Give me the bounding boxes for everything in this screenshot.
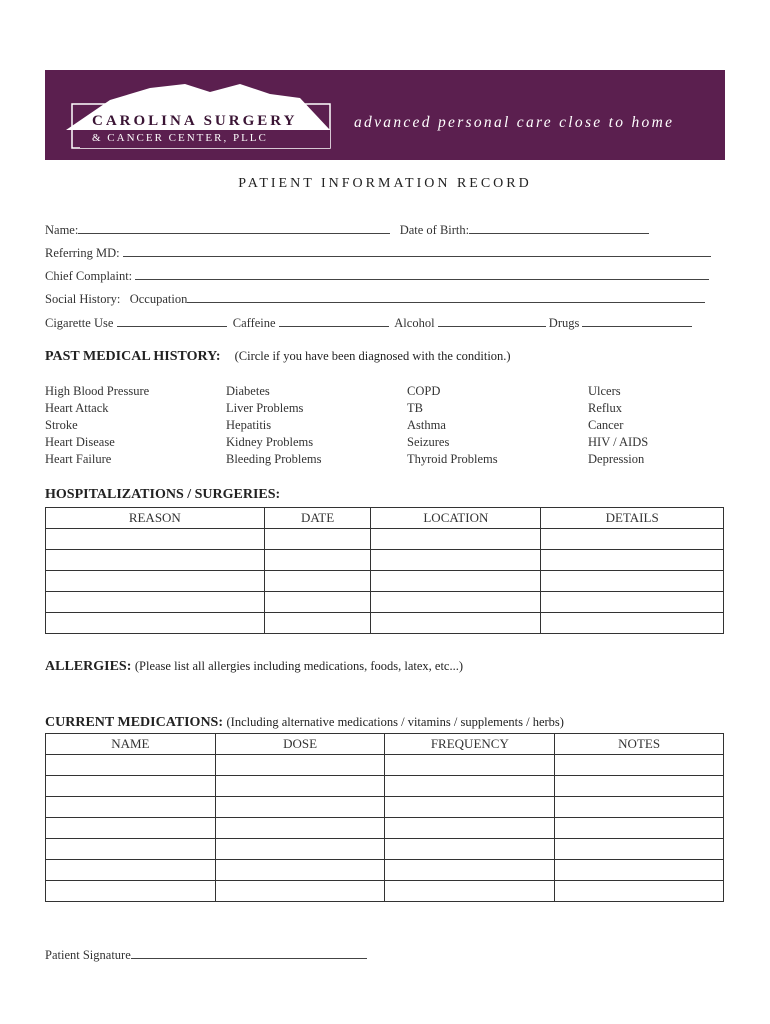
table-cell[interactable] [371, 529, 541, 550]
alcohol-field[interactable] [438, 315, 546, 327]
hospitalizations-table [45, 507, 724, 634]
table-cell[interactable] [46, 881, 216, 902]
table-cell[interactable] [46, 776, 216, 797]
table-header-row [46, 508, 724, 529]
table-header-row [46, 734, 724, 755]
conditions-column-1 [45, 383, 149, 468]
social-history-label: Social History: [45, 292, 121, 306]
table-cell[interactable] [385, 755, 555, 776]
table-cell[interactable] [46, 860, 216, 881]
table-row [46, 529, 724, 550]
condition-item[interactable]: Stroke [45, 418, 78, 432]
tagline: advanced personal care close to home [354, 114, 675, 131]
name-field[interactable] [78, 222, 390, 234]
medications-note: (Including alternative medications / vitamins / supplements / herbs) [226, 715, 564, 729]
table-cell[interactable] [264, 550, 371, 571]
table-cell[interactable] [385, 881, 555, 902]
table-cell[interactable] [541, 550, 724, 571]
chief-complaint-field[interactable] [135, 268, 709, 280]
table-cell[interactable] [555, 755, 724, 776]
table-cell[interactable] [385, 860, 555, 881]
cigarette-label: Cigarette Use [45, 316, 114, 330]
table-cell[interactable] [46, 755, 216, 776]
condition-item[interactable]: Ulcers [588, 384, 621, 398]
table-cell[interactable] [46, 592, 265, 613]
logo-name: CAROLINA SURGERY [92, 113, 298, 129]
table-row [46, 818, 724, 839]
conditions-column-3 [407, 383, 498, 468]
form-title: PATIENT INFORMATION RECORD [238, 176, 532, 191]
condition-item[interactable]: Reflux [588, 401, 623, 415]
table-cell[interactable] [555, 881, 724, 902]
table-cell[interactable] [215, 860, 385, 881]
logo-mountain-icon [0, 0, 770, 170]
name-label: Name: [45, 223, 79, 237]
table-row [46, 550, 724, 571]
medications-heading [45, 715, 564, 731]
referring-md-label: Referring MD: [45, 246, 120, 260]
column-header: FREQUENCY [385, 734, 555, 755]
name-row [45, 222, 649, 238]
hospitalizations-heading: HOSPITALIZATIONS / SURGERIES: [45, 487, 281, 502]
conditions-column-2 [226, 383, 321, 468]
past-medical-note: (Circle if you have been diagnosed with the condition.) [234, 349, 511, 363]
column-header: NAME [46, 734, 216, 755]
table-cell[interactable] [385, 797, 555, 818]
table-row [46, 755, 724, 776]
past-medical-title: PAST MEDICAL HISTORY: [45, 349, 221, 364]
table-row [46, 881, 724, 902]
table-cell[interactable] [555, 797, 724, 818]
table-cell[interactable] [385, 818, 555, 839]
table-row [46, 776, 724, 797]
condition-item[interactable]: Heart Disease [45, 435, 115, 449]
occupation-field[interactable] [187, 291, 705, 303]
table-row [46, 839, 724, 860]
table-cell[interactable] [541, 529, 724, 550]
condition-item[interactable]: Hepatitis [226, 418, 272, 432]
table-cell[interactable] [46, 839, 216, 860]
table-row [46, 797, 724, 818]
table-cell[interactable] [371, 571, 541, 592]
caffeine-label: Caffeine [232, 316, 276, 330]
signature-label: Patient Signature [45, 948, 131, 962]
table-cell[interactable] [555, 860, 724, 881]
signature-row [45, 947, 367, 963]
allergies-title: ALLERGIES: [45, 659, 132, 674]
allergies-heading [45, 659, 463, 675]
table-cell[interactable] [371, 550, 541, 571]
cigarette-field[interactable] [117, 315, 227, 327]
medications-title: CURRENT MEDICATIONS: [45, 715, 224, 730]
table-row [46, 571, 724, 592]
condition-item[interactable]: Depression [588, 452, 645, 466]
table-row [46, 592, 724, 613]
table-cell[interactable] [215, 755, 385, 776]
occupation-label: Occupation [129, 292, 188, 306]
table-cell[interactable] [264, 529, 371, 550]
column-header: DOSE [215, 734, 385, 755]
table-cell[interactable] [215, 797, 385, 818]
referring-row [45, 245, 711, 261]
past-medical-heading [45, 349, 511, 365]
table-cell[interactable] [541, 592, 724, 613]
table-cell[interactable] [215, 839, 385, 860]
condition-item[interactable]: High Blood Pressure [45, 384, 150, 398]
table-cell[interactable] [555, 839, 724, 860]
medications-table [45, 733, 724, 902]
table-cell[interactable] [371, 613, 541, 634]
condition-item[interactable]: Thyroid Problems [407, 452, 498, 466]
table-cell[interactable] [215, 818, 385, 839]
table-row [46, 860, 724, 881]
table-cell[interactable] [541, 613, 724, 634]
condition-item[interactable]: Asthma [407, 418, 446, 432]
social-row [45, 291, 705, 307]
table-cell[interactable] [46, 529, 265, 550]
table-cell[interactable] [215, 881, 385, 902]
referring-md-field[interactable] [123, 245, 711, 257]
condition-item[interactable]: Heart Attack [45, 401, 109, 415]
table-row [46, 613, 724, 634]
drugs-field[interactable] [582, 315, 692, 327]
condition-item[interactable]: HIV / AIDS [588, 435, 649, 449]
table-cell[interactable] [541, 571, 724, 592]
column-header: DATE [264, 508, 371, 529]
caffeine-field[interactable] [279, 315, 389, 327]
alcohol-label: Alcohol [394, 316, 435, 330]
table-cell[interactable] [555, 818, 724, 839]
condition-item[interactable]: Diabetes [226, 384, 270, 398]
table-cell[interactable] [215, 776, 385, 797]
habits-row [45, 315, 692, 331]
table-cell[interactable] [46, 571, 265, 592]
condition-item[interactable]: Bleeding Problems [226, 452, 322, 466]
condition-item[interactable]: Seizures [407, 435, 450, 449]
condition-item[interactable]: Heart Failure [45, 452, 112, 466]
table-cell[interactable] [371, 592, 541, 613]
chief-complaint-label: Chief Complaint: [45, 269, 133, 283]
allergies-note: (Please list all allergies including medications, foods, latex, etc...) [134, 659, 464, 673]
dob-field[interactable] [469, 222, 649, 234]
table-cell[interactable] [264, 571, 371, 592]
logo-subname: & CANCER CENTER, PLLC [92, 132, 268, 144]
column-header: REASON [46, 508, 265, 529]
table-cell[interactable] [385, 776, 555, 797]
dob-label: Date of Birth: [399, 223, 470, 237]
column-header: LOCATION [371, 508, 541, 529]
complaint-row [45, 268, 709, 284]
table-cell[interactable] [264, 592, 371, 613]
condition-item[interactable]: TB [407, 401, 423, 415]
condition-item[interactable]: Kidney Problems [226, 435, 314, 449]
table-cell[interactable] [555, 776, 724, 797]
table-cell[interactable] [46, 797, 216, 818]
column-header: NOTES [555, 734, 724, 755]
table-cell[interactable] [46, 613, 265, 634]
drugs-label: Drugs [548, 316, 580, 330]
condition-item[interactable]: Cancer [588, 418, 624, 432]
table-cell[interactable] [264, 613, 371, 634]
table-cell[interactable] [46, 818, 216, 839]
table-cell[interactable] [385, 839, 555, 860]
signature-field[interactable] [131, 947, 367, 959]
condition-item[interactable]: Liver Problems [226, 401, 304, 415]
conditions-column-4 [588, 383, 648, 468]
table-cell[interactable] [46, 550, 265, 571]
condition-item[interactable]: COPD [407, 384, 441, 398]
column-header: DETAILS [541, 508, 724, 529]
